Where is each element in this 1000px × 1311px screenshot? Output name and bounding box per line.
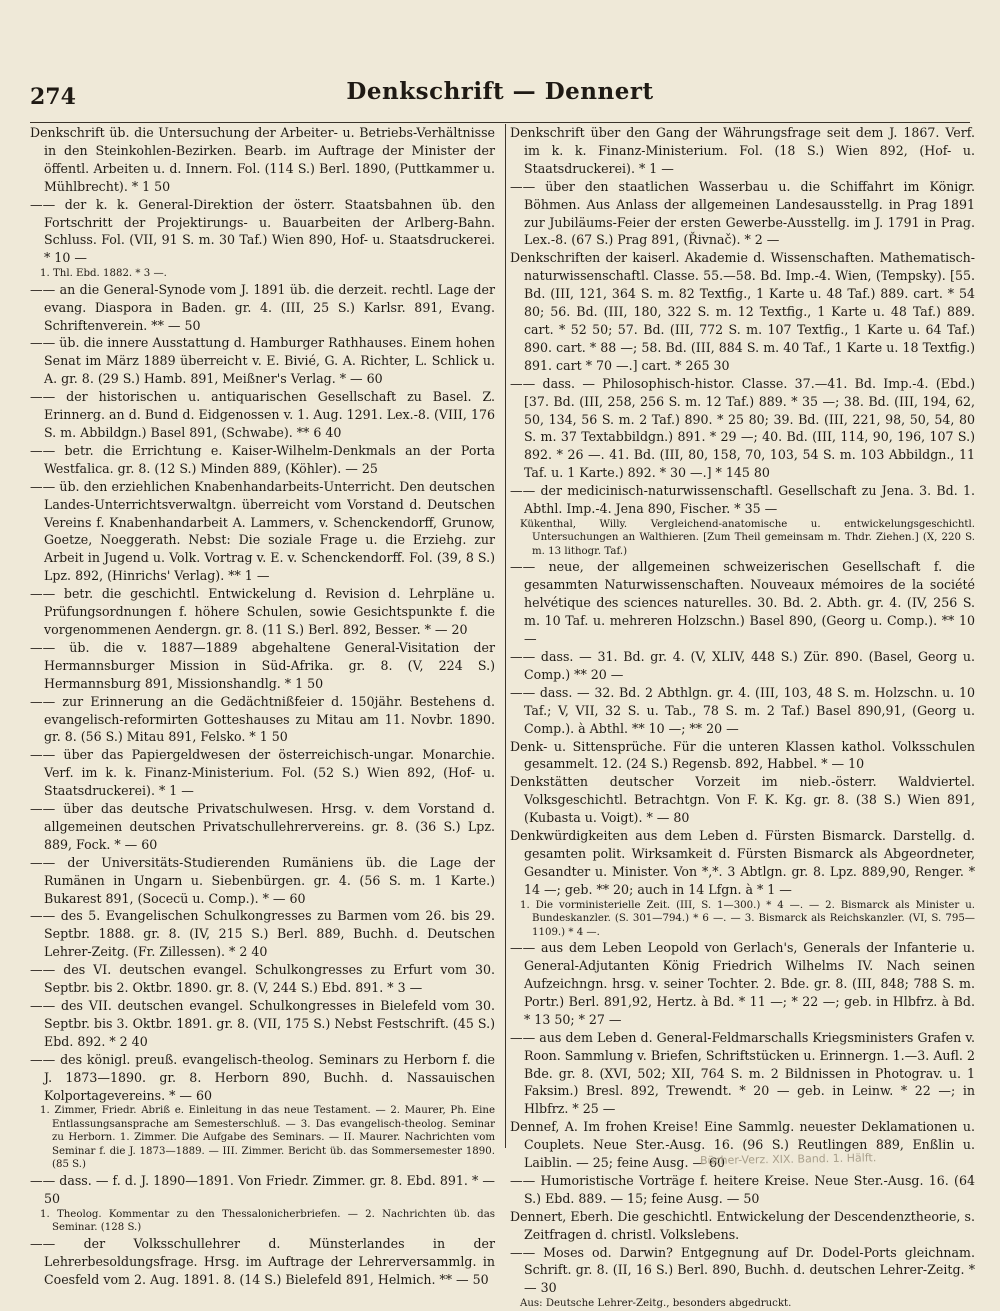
bibliography-entry: Dennef, A. Im frohen Kreise! Eine Sammlg. neuester Deklamationen u. Couplets. Neue Ster.-Ausg. 16. (96 S.) Reutlingen 889, Enßlin u. Laiblin. — 25; feine Ausg. — 60 [510, 1119, 975, 1171]
bibliography-note: Aus: Deutsche Lehrer-Zeitg., besonders abgedruckt. [520, 1298, 792, 1310]
bibliography-entry: —— der k. k. General-Direktion der österr. Staatsbahnen üb. den Fortschritt der Projektirungs- u. Bauarbeiten der Arlberg-Bahn. Schluss. Fol. (VII, 91 S. m. 30 Taf.) Wien 890, Hof- u. Staatsdruckerei. * 10 — [30, 196, 495, 266]
header-rule [30, 122, 970, 123]
bibliography-entry: —— betr. die geschichtl. Entwickelung d. Revision d. Lehrpläne u. Prüfungsordnungen f. höhere Schulen, sowie Gesichtspunkte f. die vorgenommenen Aendergn. gr. 8. (11 S.) Berl. 892, Besser. * — 20 [30, 586, 495, 637]
bibliography-note: 1. Die vorministerielle Zeit. (III, S. 1—300.) * 4 —. — 2. Bismarck als Minister u. Bundeskanzler. (S. 301—794.) * 6 —. — 3. Bismarck als Reichskanzler. (VI, S. 795—1109.) * 4 —. [520, 899, 975, 938]
bibliography-note: 1. Zimmer, Friedr. Abriß e. Einleitung in das neue Testament. — 2. Maurer, Ph. Eine Entlassungsansprache am Semesterschluß. — 3. Das evangelisch-theolog. Seminar zu Herborn. 1. Zimmer. Die Aufgabe des Seminars. — II. Maurer. Nachrichten vom Seminar f. die J. 1873—1889. — III. Zimmer. Bericht üb. das Sommersemester 1890. (85 S.) [40, 1105, 495, 1171]
bibliography-entry: —— der Universitäts-Studierenden Rumäniens üb. die Lage der Rumänen in Ungarn u. Siebenbürgen. gr. 4. (56 S. m. 1 Karte.) Bukarest 891, (Socecü u. Comp.). * — 60 [30, 854, 495, 906]
bibliography-entry: —— Humoristische Vorträge f. heitere Kreise. Neue Ster.-Ausg. 16. (64 S.) Ebd. 889. — 15; feine Ausg. — 50 [510, 1172, 975, 1206]
bibliography-entry: —— dass. — 31. Bd. gr. 4. (V, XLIV, 448 S.) Zür. 890. (Basel, Georg u. Comp.) ** 20 — [510, 648, 975, 682]
bibliography-entry: —— zur Erinnerung an die Gedächtnißfeier d. 150jähr. Bestehens d. evangelisch-reformirten Gotteshauses zu Mitau am 11. Novbr. 1890. gr. 8. (56 S.) Mitau 891, Felsko. * 1 50 [30, 693, 495, 745]
bibliography-entry: —— dass. — 32. Bd. 2 Abthlgn. gr. 4. (III, 103, 48 S. m. Holzschn. u. 10 Taf.; V, VII, 32 S. u. Tab., 78 S. m. 2 Taf.) Basel 890,91, (Georg u. Comp.). à Abthl. ** 10 —; ** 20 — [510, 684, 975, 736]
watermark-text: Bücher-Verz. XIX. Band. 1. Hälft. [699, 1151, 877, 1168]
page-number: 274 [30, 84, 76, 110]
page-header [30, 70, 970, 110]
bibliography-entry: —— des königl. preuß. evangelisch-theolog. Seminars zu Herborn f. die J. 1873—1890. gr. 8. Herborn 890, Buchh. d. Nassauischen Kolportagevereins. * — 60 [30, 1051, 495, 1103]
bibliography-entry: —— neue, der allgemeinen schweizerischen Gesellschaft f. die gesammten Naturwissenschaften. Nouveaux mémoires de la société helvétique des sciences naturelles. 30. Bd. 2. Abth. gr. 4. (IV, 256 S. m. 10 Taf. u. mehreren Holzschn.) Basel 890, (Georg u. Comp.). ** 10 — [510, 559, 975, 647]
bibliography-entry: —— des VI. deutschen evangel. Schulkongresses zu Erfurt vom 30. Septbr. bis 2. Oktbr. 1890. gr. 8. (V, 244 S.) Ebd. 891. * 3 — [30, 962, 495, 996]
bibliography-entry: —— über das deutsche Privatschulwesen. Hrsg. v. dem Vorstand d. allgemeinen deutschen Privatschullehrervereins. gr. 8. (36 S.) Lpz. 889, Fock. * — 60 [30, 801, 495, 852]
bibliography-entry: —— über den staatlichen Wasserbau u. die Schiffahrt im Königr. Böhmen. Aus Anlass der allgemeinen Landesausstellg. in Prag 1891 zur Jubiläums-Feier der ersten Gewerbe-Ausstellg. im J. 1791 in Prag. Lex.-8. (67 S.) Prag 891, (Řivnač). * 2 — [510, 178, 975, 248]
left-column [30, 124, 495, 1287]
bibliography-entry: —— des VII. deutschen evangel. Schulkongresses in Bielefeld vom 30. Septbr. bis 3. Oktbr. 1891. gr. 8. (VII, 175 S.) Nebst Festschrift. (45 S.) Ebd. 892. * 2 40 [30, 998, 495, 1049]
bibliography-entry: —— betr. die Errichtung e. Kaiser-Wilhelm-Denkmals an der Porta Westfalica. gr. 8. (12 S.) Minden 889, (Köhler). — 25 [30, 442, 495, 476]
running-head: Denkschrift — Dennert [346, 78, 654, 105]
bibliography-entry: —— üb. den erziehlichen Knabenhandarbeits-Unterricht. Den deutschen Landes-Unterrichtsverwaltgn. überreicht vom Vorstand d. Deutschen Vereins f. Knabenhandarbeit A. Lammers, v. Schenckendorff, Grunow, Goetze, Noeggerath. Nebst: Die soziale Frage u. die Erziehg. zur Arbeit in Jugend u. Volk. Vortrag v. E. v. Schenckendorff. Fol. (39, 8 S.) Lpz. 892, (Hinrichs' Verlag). ** 1 — [30, 478, 495, 584]
bibliography-entry: —— Moses od. Darwin? Entgegnung auf Dr. Dodel-Ports gleichnam. Schrift. gr. 8. (II, 16 S.) Berl. 890, Buchh. d. deutschen Lehrer-Zeitg. * — 30 [510, 1244, 975, 1296]
bibliography-entry: —— des 5. Evangelischen Schulkongresses zu Barmen vom 26. bis 29. Septbr. 1888. gr. 8. (IV, 215 S.) Berl. 889, Buchh. d. Deutschen Lehrer-Zeitg. (Fr. Zillessen). * 2 40 [30, 908, 495, 960]
bibliography-entry: —— dass. — f. d. J. 1890—1891. Von Friedr. Zimmer. gr. 8. Ebd. 891. * — 50 [30, 1172, 495, 1206]
bibliography-note: 1. Thl. Ebd. 1882. * 3 —. [40, 268, 167, 280]
bibliography-entry: —— üb. die innere Ausstattung d. Hamburger Rathhauses. Einem hohen Senat im März 1889 überreicht v. E. Bivié, G. A. Richter, L. Schlick u. A. gr. 8. (29 S.) Hamb. 891, Meißner's Verlag. * — 60 [30, 335, 495, 387]
bibliography-entry: —— der medicinisch-naturwissenschaftl. Gesellschaft zu Jena. 3. Bd. 1. Abthl. Imp.-4. Jena 890, Fischer. * 35 — [510, 483, 975, 517]
bibliography-entry: Denkschrift üb. die Untersuchung der Arbeiter- u. Betriebs-Verhältnisse in den Steinkohlen-Bezirken. Bearb. im Auftrage der Minister der öffentl. Arbeiten u. d. Innern. Fol. (114 S.) Berl. 1890, (Puttkammer u. Mühlbrecht). * 1 50 [30, 125, 495, 194]
bibliography-entry: Denkschrift über den Gang der Währungsfrage seit dem J. 1867. Verf. im k. k. Finanz-Ministerium. Fol. (18 S.) Wien 892, (Hof- u. Staatsdruckerei). * 1 — [510, 125, 975, 176]
bibliography-entry: Denkschriften der kaiserl. Akademie d. Wissenschaften. Mathematisch-naturwissenschaftl. Classe. 55.—58. Bd. Imp.-4. Wien, (Tempsky). [55. Bd. (III, 121, 364 S. m. 82 Textfig., 1 Karte u. 48 Taf.) 889. cart. * 54 80; 56. Bd. (III, 180, 322 S. m. 12 Textfig., 1 Karte u. 48 Taf.) 889. cart. * 52 50; 57. Bd. (III, 772 S. m. 107 Textfig., 1 Karte u. 64 Taf.) 890. cart. * 88 —; 58. Bd. (III, 884 S. m. 40 Taf., 1 Karte u. 18 Textfig.) 891. cart * 70 —.] cart. * 265 30 [510, 250, 975, 373]
bibliography-entry: —— der Volksschullehrer d. Münsterlandes in der Lehrerbesoldungsfrage. Hrsg. im Auftrage der Lehrerversammlg. in Coesfeld vom 2. Aug. 1891. 8. (14 S.) Bielefeld 891, Helmich. ** — 50 [30, 1235, 495, 1287]
column-divider [505, 124, 506, 1148]
bibliography-entry: —— aus dem Leben Leopold von Gerlach's, Generals der Infanterie u. General-Adjutanten König Friedrich Wilhelms IV. Nach seinen Aufzeichngn. hrsg. v. seiner Tochter. 2. Bde. gr. 8. (III, 848; 788 S. m. Portr.) Berl. 891,92, Hertz. à Bd. * 11 —; * 22 —; geb. in Hlbfrz. à Bd. * 13 50; * 27 — [510, 940, 975, 1027]
bibliography-entry: —— an die General-Synode vom J. 1891 üb. die derzeit. rechtl. Lage der evang. Diaspora in Baden. gr. 4. (III, 25 S.) Karlsr. 891, Evang. Schriftenverein. ** — 50 [30, 281, 495, 333]
bibliography-entry: —— üb. die v. 1887—1889 abgehaltene General-Visitation der Hermannsburger Mission in Süd-Afrika. gr. 8. (V, 224 S.) Hermannsburg 891, Missionshandlg. * 1 50 [30, 639, 495, 691]
bibliography-entry: —— der historischen u. antiquarischen Gesellschaft zu Basel. Z. Erinnerg. an d. Bund d. Eidgenossen v. 1. Aug. 1291. Lex.-8. (VIII, 176 S. m. Abbildgn.) Basel 891, (Schwabe). ** 6 40 [30, 389, 495, 440]
bibliography-note: Kükenthal, Willy. Vergleichend-anatomische u. entwickelungsgeschichtl. Untersuchungen an Walthieren. [Zum Theil gemeinsam m. Thdr. Ziehen.] (X, 220 S. m. 13 lithogr. Taf.) [520, 518, 975, 557]
bibliography-entry: Denkstätten deutscher Vorzeit im nieb.-österr. Waldviertel. Volksgeschichtl. Betrachtgn. Von F. K. Kg. gr. 8. (38 S.) Wien 891, (Kubasta u. Voigt). * — 80 [510, 774, 975, 826]
bibliography-entry: —— aus dem Leben d. General-Feldmarschalls Kriegsministers Grafen v. Roon. Sammlung v. Briefen, Schriftstücken u. Erinnergn. 1.—3. Aufl. 2 Bde. gr. 8. (XVI, 502; XII, 764 S. m. 2 Bildnissen in Photograv. u. 1 Faksim.) Bresl. 892, Trewendt. * 20 — geb. in Leinw. * 22 —; in Hlbfrz. * 25 — [510, 1029, 975, 1117]
bibliography-entry: Denk- u. Sittensprüche. Für die unteren Klassen kathol. Volksschulen gesammelt. 12. (24 S.) Regensb. 892, Habbel. * — 10 [510, 738, 975, 772]
bibliography-entry: —— dass. — Philosophisch-histor. Classe. 37.—41. Bd. Imp.-4. (Ebd.) [37. Bd. (III, 258, 256 S. m. 12 Taf.) 889. * 35 —; 38. Bd. (III, 194, 62, 50, 134, 56 S. m. 2 Taf.) 890. * 25 80; 39. Bd. (III, 221, 98, 50, 54, 80 S. m. 37 Textabbildgn.) 891. * 29 —; 40. Bd. (III, 114, 90, 196, 107 S.) 892. * 26 —. 41. Bd. (III, 80, 158, 70, 103, 54 S. m. 103 Abbildgn., 11 Taf. u. 1 Karte.) 892. * 30 —.] * 145 80 [510, 375, 975, 481]
bibliography-entry: Denkwürdigkeiten aus dem Leben d. Fürsten Bismarck. Darstellg. d. gesamten polit. Wirksamkeit d. Fürsten Bismarck als Abgeordneter, Gesandter u. Minister. Von *,*. 3 Abtlgn. gr. 8. Lpz. 889,90, Renger. * 14 —; geb. ** 20; auch in 14 Lfgn. à * 1 — [510, 828, 975, 897]
bibliography-entry: —— über das Papiergeldwesen der österreichisch-ungar. Monarchie. Verf. im k. k. Finanz-Ministerium. Fol. (52 S.) Wien 892, (Hof- u. Staatsdruckerei). * 1 — [30, 747, 495, 799]
bibliography-entry: Dennert, Eberh. Die geschichtl. Entwickelung der Descendenztheorie, s. Zeitfragen d. christl. Volkslebens. [510, 1208, 975, 1242]
bibliography-note: 1. Theolog. Kommentar zu den Thessalonicherbriefen. — 2. Nachrichten üb. das Seminar. (128 S.) [40, 1208, 495, 1234]
